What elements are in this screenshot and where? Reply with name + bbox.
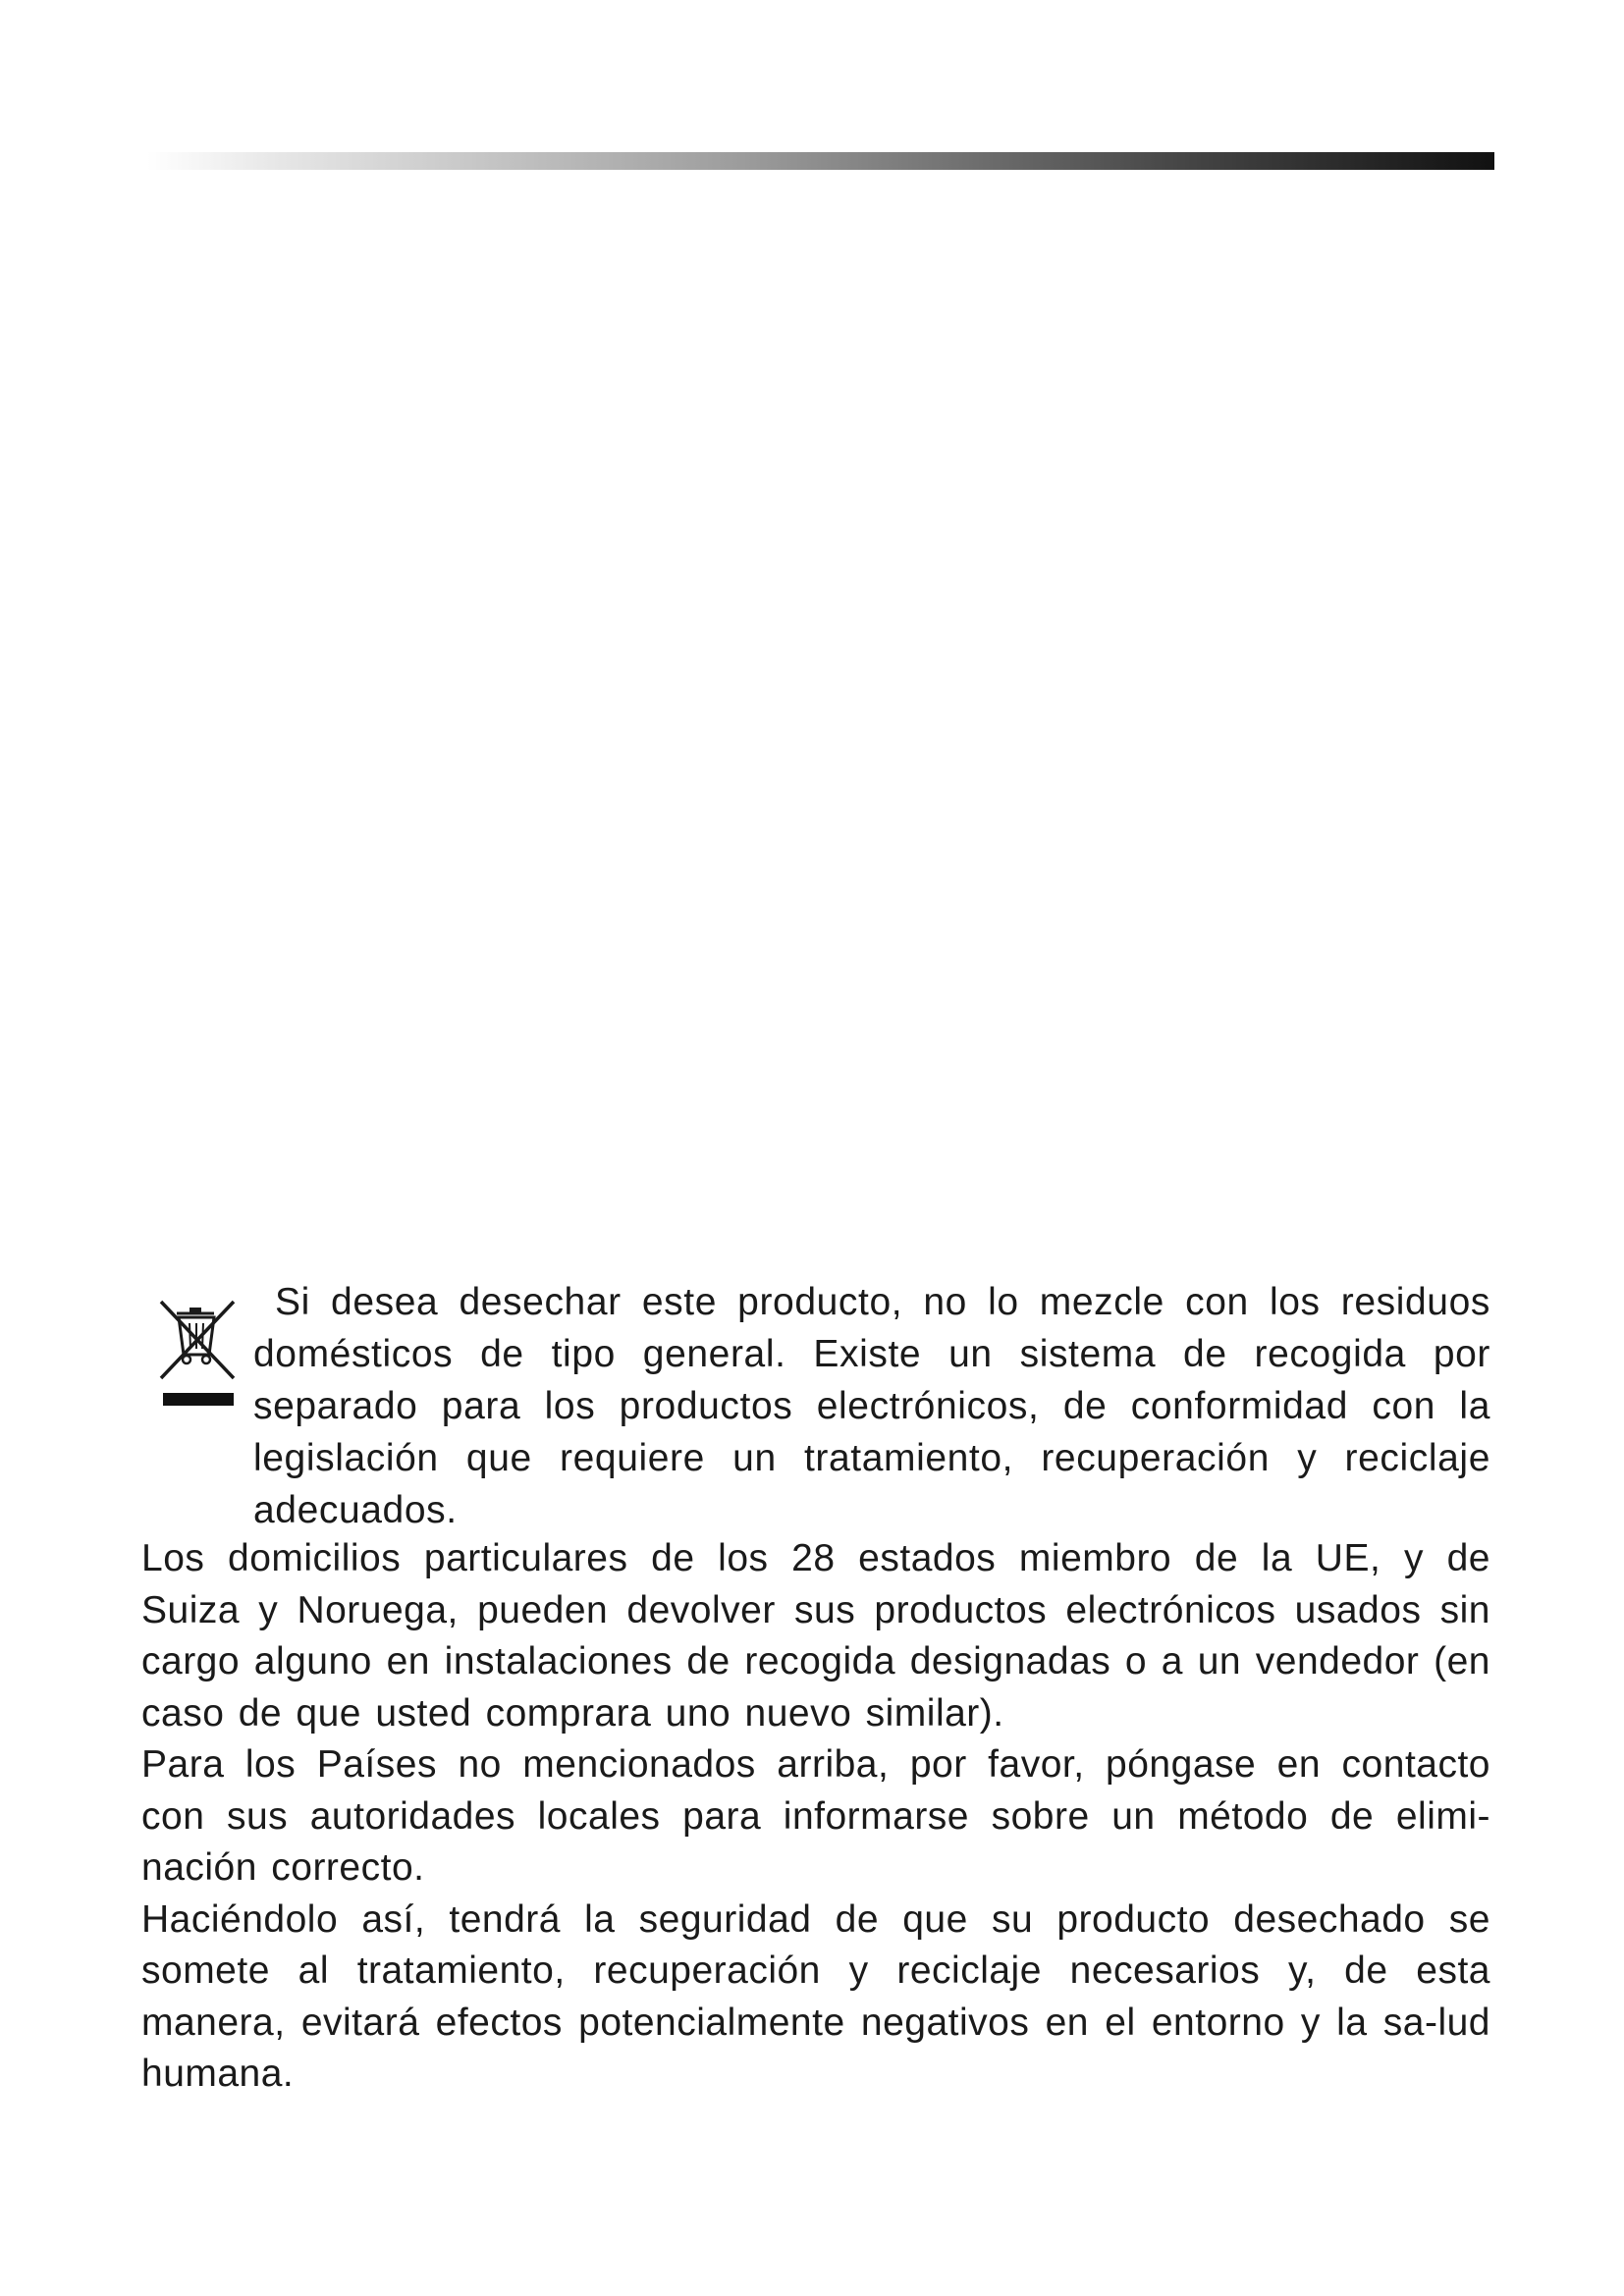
header-gradient-bar [147,152,1494,170]
weee-intro-text: Si desea desechar este producto, no lo mezcle con los residuos domésticos de tipo general. Existe un sistema de recogida por separado para los productos electrónicos, de conformidad con la legislación que requiere un tratamiento, recuperación y reciclaje adecuados. [253,1281,1490,1531]
paragraph-eu-households: Los domicilios particulares de los 28 estados miembro de la UE, y de Suiza y Noruega, pueden devolver sus productos electrónicos usados sin cargo alguno en instalaciones de recogida designadas o a un vendedor (en caso de que usted comprara uno nuevo similar). [141,1537,1490,1735]
paragraph-other-countries: Para los Países no mencionados arriba, por favor, póngase en contacto con sus autoridades locales para informarse sobre un método de elimi-nación correcto. [141,1743,1490,1889]
paragraph-benefits: Haciéndolo así, tendrá la seguridad de que su producto desechado se somete al tratamiento, recuperación y reciclaje necesarios y, de esta manera, evitará efectos potencialmente negativos en el entorno y la sa-lud humana. [141,1897,1490,2095]
disposal-body-text [141,1533,1490,2101]
weee-intro-paragraph [253,1276,1490,1536]
crossed-out-wheelie-bin-icon [157,1294,236,1412]
